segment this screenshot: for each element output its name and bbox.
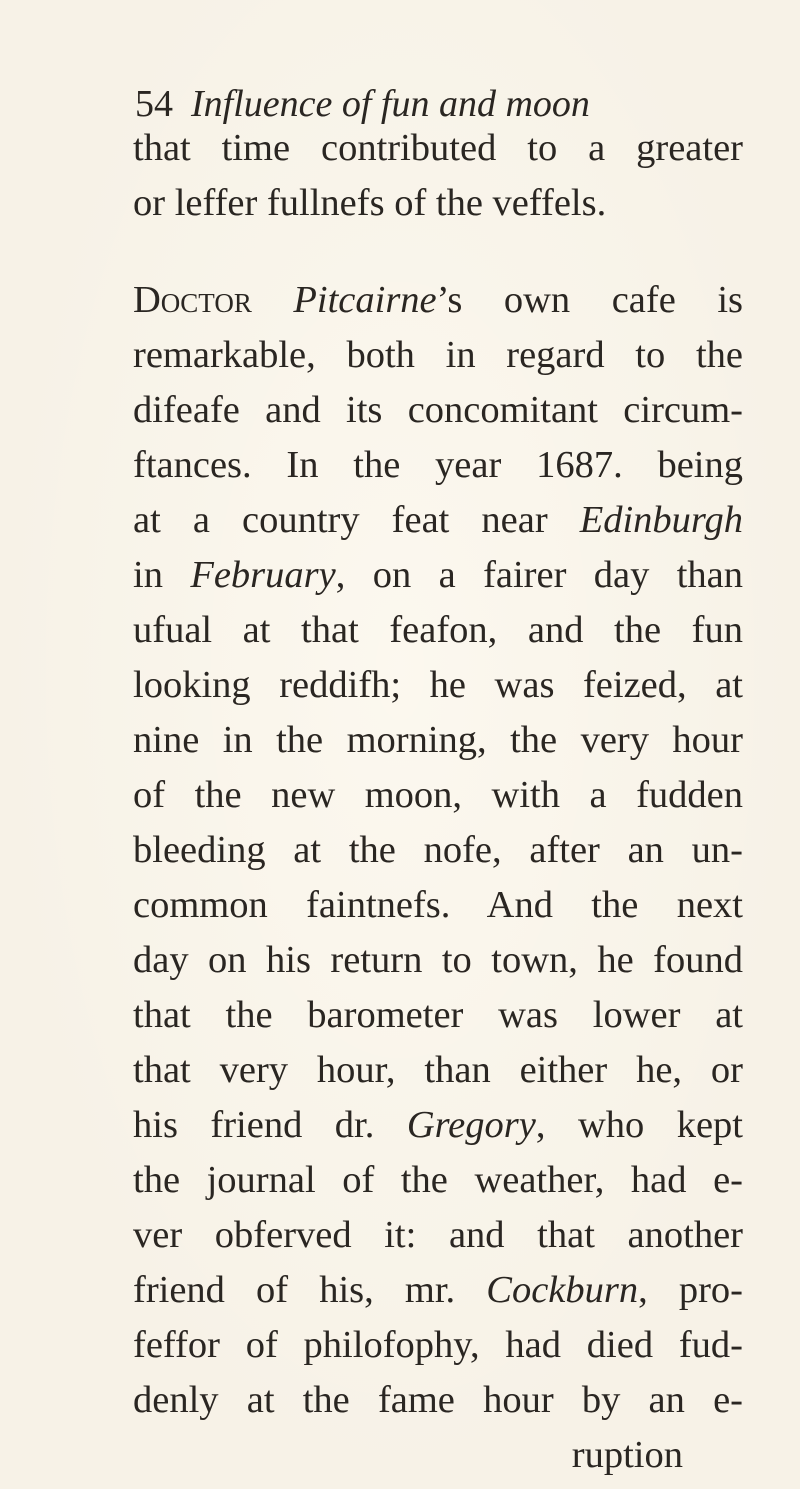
text-line: day on his return to town, he found xyxy=(133,939,743,981)
text-line: or leffer fullnefs of the veffels. xyxy=(133,182,607,224)
running-head xyxy=(135,84,590,124)
text-line: that the barometer was lower at xyxy=(133,994,743,1036)
text-line: common faintnefs. And the next xyxy=(133,884,743,926)
text-line: feffor of philofophy, had died fud- xyxy=(133,1324,743,1366)
month-february: February xyxy=(190,554,336,596)
text-segment: , on a fairer day than xyxy=(335,554,744,596)
name-gregory: Gregory xyxy=(406,1104,536,1146)
text-line xyxy=(133,548,743,603)
text-line: that time contributed to a greater xyxy=(133,127,743,169)
text-line: bleeding at the nofe, after an un- xyxy=(133,829,743,871)
page-number: 54 xyxy=(135,83,173,125)
text-line: ufual at that feafon, and the fun xyxy=(133,609,743,651)
body-text xyxy=(133,121,743,1483)
catchword: ruption xyxy=(571,1434,683,1476)
opening-word: Doctor xyxy=(133,279,252,321)
text-segment: in xyxy=(133,554,191,596)
text-segment: at a country feat near xyxy=(133,499,580,541)
name-pitcairne: Pitcairne xyxy=(293,279,437,321)
text-line: denly at the fame hour by an e- xyxy=(133,1379,743,1421)
text-line: that very hour, than either he, or xyxy=(133,1049,743,1091)
running-head-title: Influence of fun and moon xyxy=(191,83,590,125)
text-segment: , who kept xyxy=(535,1104,743,1146)
paragraph-opening-line xyxy=(133,273,743,328)
name-cockburn: Cockburn xyxy=(486,1269,639,1311)
text-line: ver obferved it: and that another xyxy=(133,1214,743,1256)
text-line xyxy=(133,493,743,548)
text-line: nine in the morning, the very hour xyxy=(133,719,743,761)
text-line xyxy=(133,1098,743,1153)
opening-rest: ’s own cafe is xyxy=(436,279,744,321)
text-line: of the new moon, with a fudden xyxy=(133,774,743,816)
paragraph-gap xyxy=(133,231,743,273)
place-edinburgh: Edinburgh xyxy=(579,499,743,541)
text-segment: his friend dr. xyxy=(133,1104,407,1146)
text-line: remarkable, both in regard to the xyxy=(133,334,743,376)
text-segment: , pro- xyxy=(638,1269,743,1311)
text-line: ftances. In the year 1687. being xyxy=(133,444,743,486)
text-line: difeafe and its concomitant circum- xyxy=(133,389,743,431)
text-line xyxy=(133,1263,743,1318)
text-line: looking reddifh; he was feized, at xyxy=(133,664,743,706)
text-segment: friend of his, mr. xyxy=(133,1269,487,1311)
text-line: the journal of the weather, had e- xyxy=(133,1159,743,1201)
